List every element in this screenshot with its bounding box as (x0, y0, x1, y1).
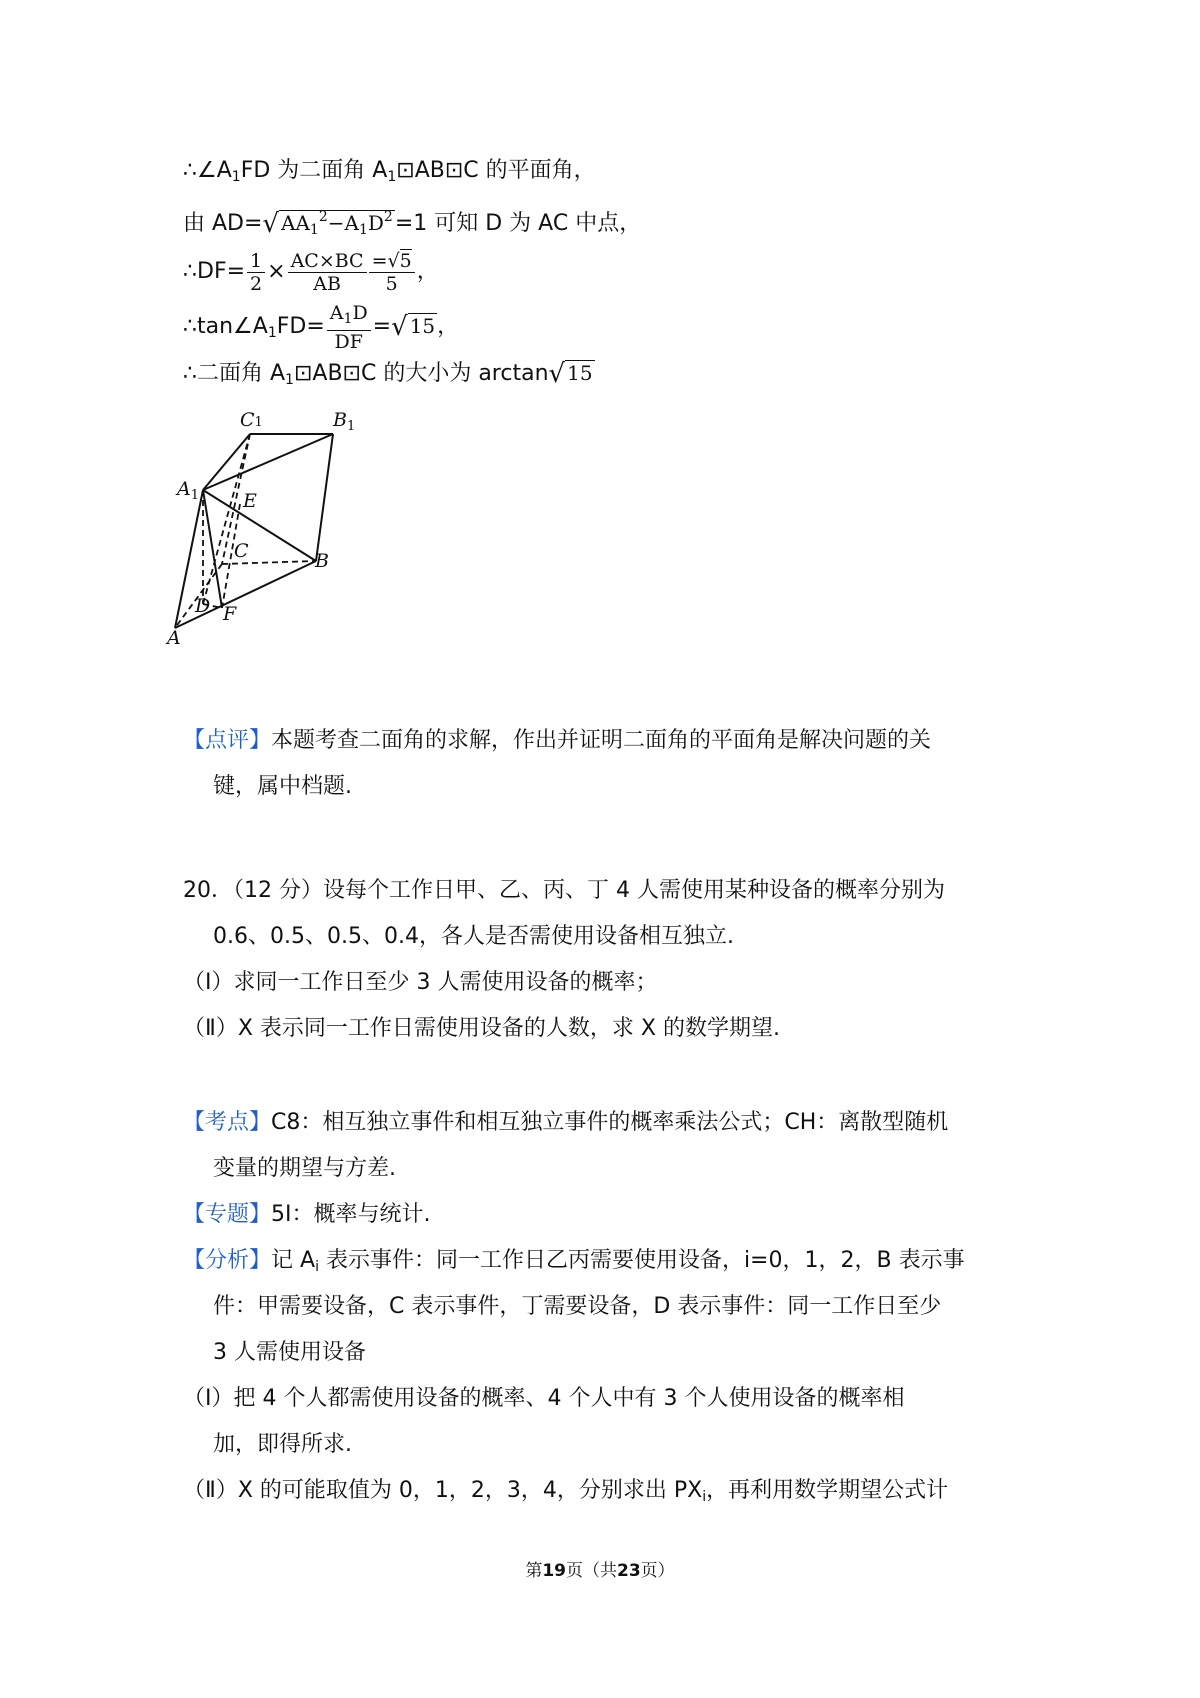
denominator: 2 (250, 272, 263, 295)
equals-sign: = (371, 249, 388, 272)
text: （Ⅰ）把 4 个人都需使用设备的概率、4 个人中有 3 个人使用设备的概率相 (183, 1386, 905, 1411)
solution-line-5 (183, 358, 595, 395)
text: A (329, 301, 344, 324)
subscript: 1 (267, 325, 277, 341)
text: 记 A (271, 1248, 316, 1273)
superscript: 2 (318, 209, 328, 225)
problem20-line-1 (183, 876, 945, 906)
text: ， (437, 314, 460, 339)
total-pages: 23 (617, 1561, 641, 1581)
subscript: 1 (358, 222, 368, 238)
sqrt-15: √ 15 (391, 312, 436, 342)
text: 3 人需使用设备 (213, 1340, 366, 1365)
prism-figure (165, 400, 395, 700)
fenxi-line-1 (183, 1246, 965, 1282)
subscript: i (315, 1259, 319, 1275)
solution-line-4 (183, 300, 459, 352)
text: FD 为二面角 A (240, 158, 388, 183)
text: D (367, 211, 384, 235)
text: =1 可知 D 为 AC 中点， (394, 211, 642, 236)
edge-b1a1 (203, 434, 333, 490)
solution-line-3 (183, 248, 439, 296)
comment-line-2 (213, 772, 352, 802)
subscript: 1 (231, 169, 241, 185)
label-c: C (234, 540, 249, 562)
fraction-ac-bc-ab (288, 250, 367, 295)
solution-line-2 (183, 202, 641, 245)
text: 20．（12 分）设每个工作日甲、乙、丙、丁 4 人需使用某种设备的概率分别为 (183, 878, 945, 903)
kaodian-line-2 (213, 1154, 396, 1184)
sqrt-expression: √ $AA_1^2-A_1D^2$ (262, 209, 393, 239)
fenxi-part-1-line-2 (213, 1430, 352, 1460)
fraction-a1d-df (327, 302, 371, 353)
edge-a1c1 (203, 434, 250, 490)
text: ∴∠A (183, 158, 232, 183)
comment-line-1 (183, 726, 931, 756)
problem20-line-2 (213, 922, 734, 952)
sqrt-15: √ 15 (548, 359, 593, 389)
label-e: E (243, 490, 257, 512)
text: C8：相互独立事件和相互独立事件的概率乘法公式；CH：离散型随机 (271, 1110, 949, 1135)
text: FD= (276, 314, 325, 339)
subscript: 1 (387, 169, 397, 185)
text: ⊡AB⊡C 的平面角， (396, 158, 596, 183)
footer-text: 页） (640, 1561, 675, 1581)
edge-a1b (203, 490, 316, 561)
text: 键，属中档题. (213, 774, 352, 799)
text: （Ⅱ）X 的可能取值为 0，1，2，3，4，分别求出 PX (183, 1478, 703, 1503)
page-number: 19 (542, 1561, 566, 1581)
tag-zhuanti: 【专题】 (183, 1202, 272, 1227)
fraction-sqrt5-5: $\frac{=√5}{5}$ (369, 250, 415, 295)
denominator: 5 (385, 272, 398, 295)
tag-dianping: 【点评】 (183, 728, 272, 753)
text: 表示事件：同一工作日乙丙需要使用设备，i=0，1，2，B 表示事 (318, 1248, 965, 1273)
numerator: 1 (247, 250, 265, 273)
subscript: 1 (343, 310, 353, 327)
text: ∴二面角 A (183, 361, 286, 386)
superscript: 2 (383, 209, 393, 225)
text: （Ⅰ）求同一工作日至少 3 人需使用设备的概率； (183, 970, 658, 995)
text: 本题考查二面角的求解，作出并证明二面角的平面角是解决问题的关 (271, 728, 932, 753)
times-sign: × (267, 259, 286, 284)
label-b: B (315, 550, 329, 572)
label-a1: $A_1$ (177, 478, 200, 503)
problem20-part-2 (183, 1014, 780, 1044)
text: 变量的期望与方差. (213, 1156, 396, 1181)
zhuanti-line (183, 1200, 431, 1230)
text: ， (416, 259, 439, 284)
page-footer (0, 1556, 1200, 1581)
text: 件：甲需要设备，C 表示事件，丁需要设备，D 表示事件：同一工作日至少 (213, 1294, 942, 1319)
kaodian-line-1 (183, 1108, 948, 1138)
edge-a1f (203, 490, 222, 608)
denominator: DF (334, 330, 363, 353)
footer-text: 页（共 (566, 1561, 617, 1581)
problem20-part-1 (183, 968, 657, 998)
subscript: i (702, 1489, 707, 1505)
label-a: A (167, 627, 181, 649)
text: D (352, 301, 368, 324)
radicand: 5 (399, 249, 412, 272)
text: ，再利用数学期望公式计 (706, 1478, 949, 1503)
label-f: F (223, 603, 237, 625)
text: ∴DF= (183, 259, 246, 284)
footer-text: 第 (525, 1561, 543, 1581)
equals-sign: = (372, 314, 392, 339)
text: 加，即得所求. (213, 1432, 352, 1457)
fenxi-line-3 (213, 1338, 366, 1368)
edge-b1b (316, 434, 333, 561)
text: （Ⅱ）X 表示同一工作日需使用设备的人数，求 X 的数学期望. (183, 1016, 780, 1041)
text: ∴tan∠A (183, 314, 268, 339)
label-d: D (195, 595, 211, 617)
subscript: 1 (309, 222, 319, 238)
tag-fenxi: 【分析】 (183, 1248, 272, 1273)
tag-kaodian: 【考点】 (183, 1110, 272, 1135)
text: 0.6、0.5、0.5、0.4，各人是否需使用设备相互独立. (213, 924, 734, 949)
text: 由 AD= (183, 211, 263, 236)
numerator: AC×BC (288, 250, 367, 273)
fraction-half (247, 250, 265, 295)
label-b1: $B_1$ (333, 409, 356, 434)
radicand: 15 (567, 361, 593, 385)
radicand: 15 (409, 314, 436, 338)
solution-line-1 (183, 156, 596, 192)
text: 5I：概率与统计. (271, 1202, 431, 1227)
text: −A (327, 211, 359, 235)
fenxi-part-1-line-1 (183, 1384, 904, 1414)
fenxi-line-2 (213, 1292, 941, 1322)
label-c1: C1 (240, 409, 263, 431)
text: ⊡AB⊡C 的大小为 arctan (293, 361, 549, 386)
subscript: 1 (285, 372, 294, 388)
fenxi-part-2-line-1 (183, 1476, 948, 1512)
denominator: AB (313, 272, 341, 295)
text: AA (281, 211, 310, 235)
